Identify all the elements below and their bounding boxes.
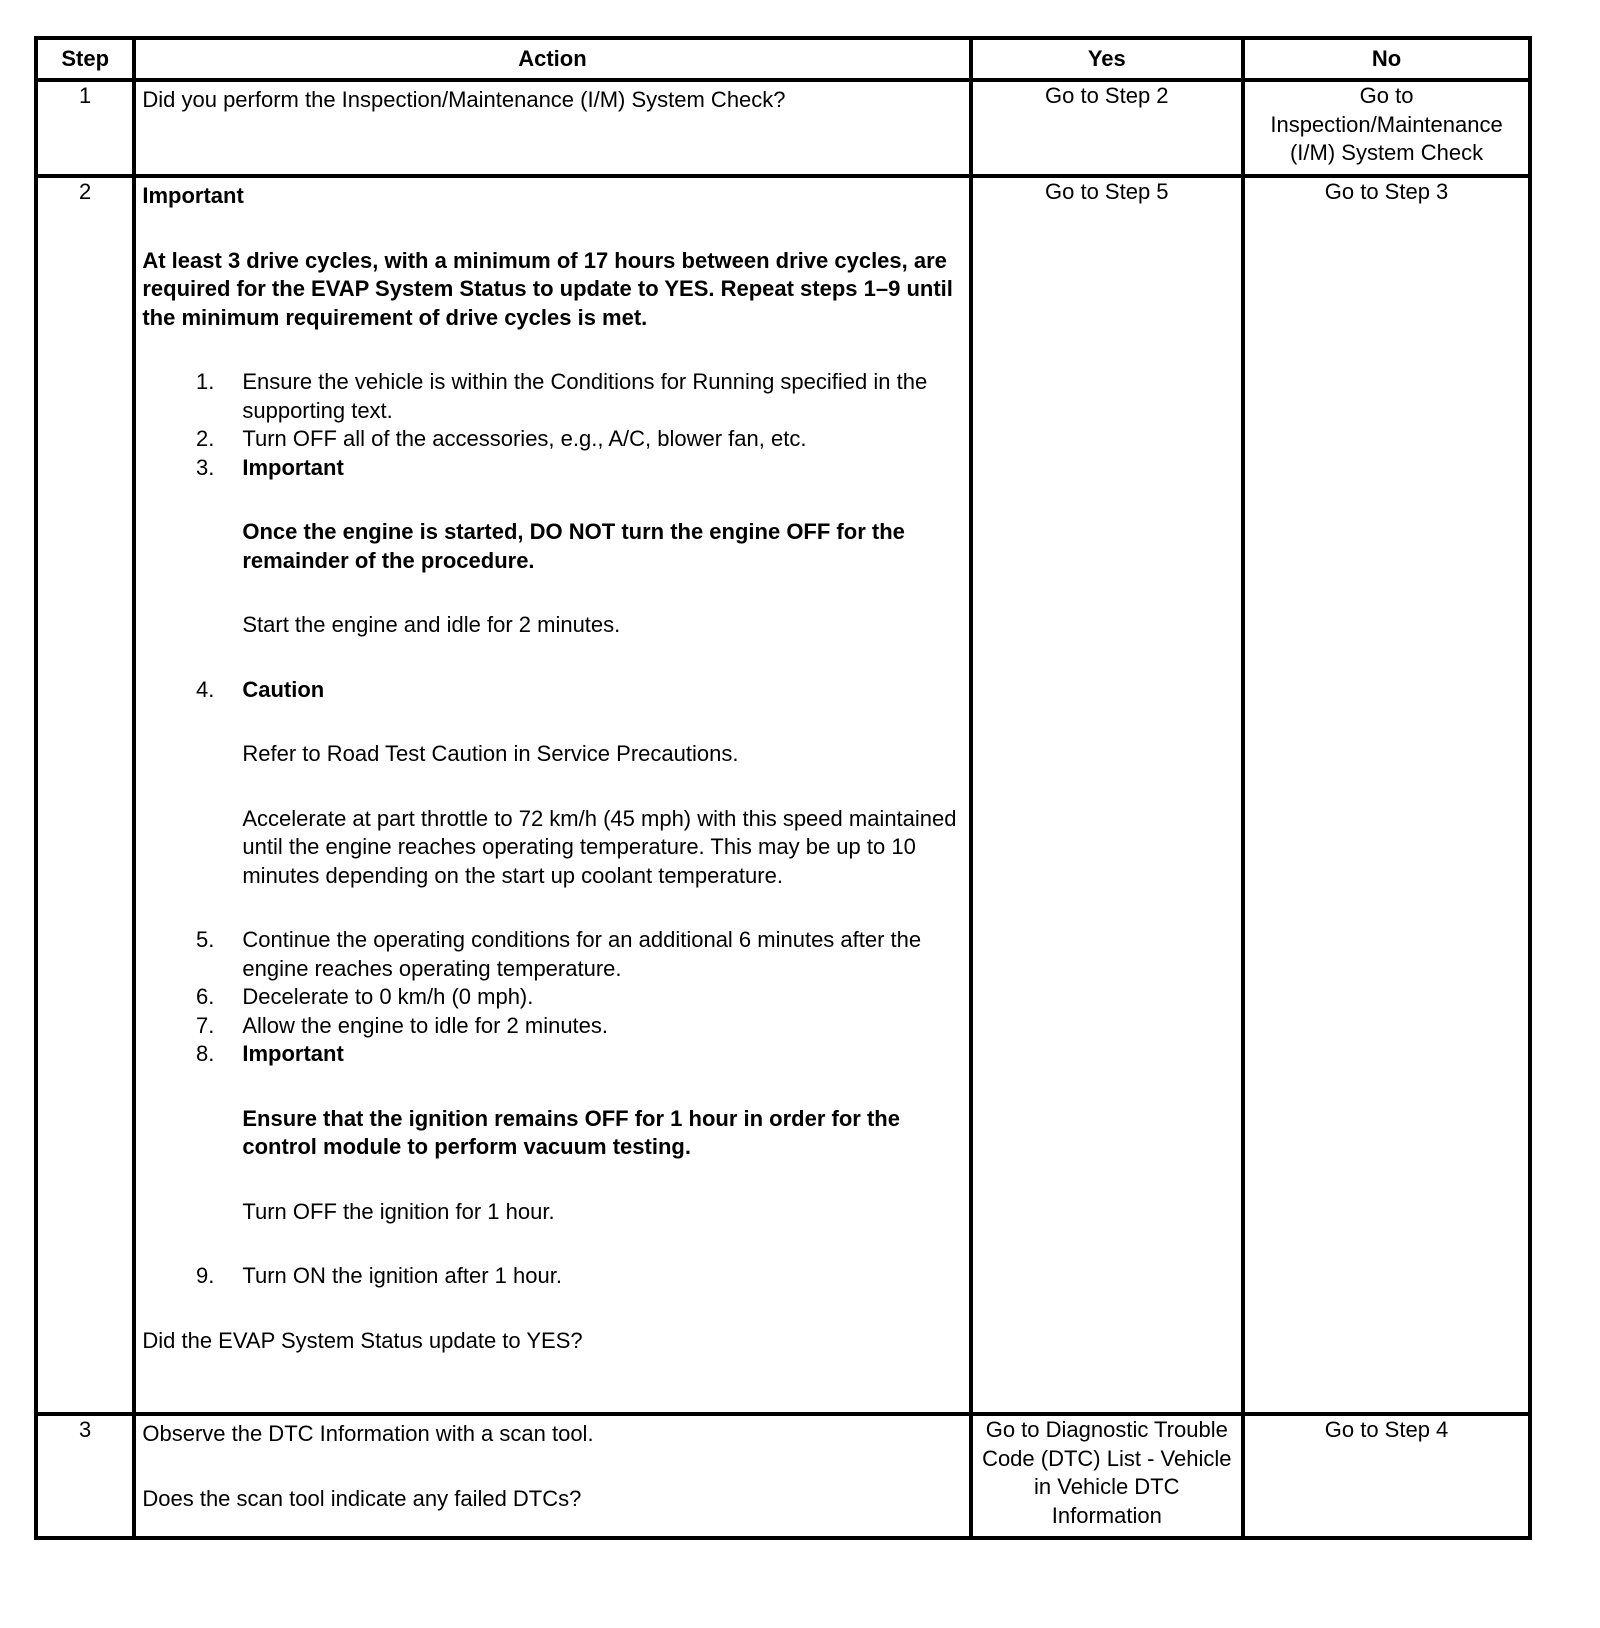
list-text: Start the engine and idle for 2 minutes. <box>242 612 621 637</box>
caution-label: Caution <box>242 676 325 702</box>
list-item <box>142 454 962 676</box>
no-link[interactable]: Go to Inspection/Maintenance (I/M) System Check <box>1270 83 1503 165</box>
instruction-text: Observe the DTC Information with a scan tool. <box>142 1421 594 1446</box>
step-number: 1 <box>36 80 134 176</box>
important-text: At least 3 drive cycles, with a minimum of 17 hours between drive cycles, are required for the EVAP System Status to update to YES. Repeat steps 1–9 until the minimum requirement of drive cycles is met. <box>142 247 953 330</box>
list-number: 1. <box>196 369 215 394</box>
yes-link[interactable]: Go to Step 2 <box>1045 83 1169 108</box>
yes-link[interactable]: Go to Diagnostic Trouble Code (DTC) List - Vehicle in Vehicle DTC Information <box>982 1417 1232 1528</box>
no-cell <box>1243 176 1530 1414</box>
list-number: 4. <box>196 676 215 702</box>
list-number: 8. <box>196 1041 215 1066</box>
yes-link[interactable]: Go to Step 5 <box>1045 179 1169 204</box>
no-cell <box>1243 1414 1530 1538</box>
no-link[interactable]: Go to Step 3 <box>1324 179 1449 204</box>
table-row-step-1 <box>36 80 1530 176</box>
list-number: 2. <box>196 426 215 451</box>
list-item <box>142 926 962 983</box>
step-number: 2 <box>36 176 134 1414</box>
list-text: Allow the engine to idle for 2 minutes. <box>242 1012 609 1038</box>
question-text: Did you perform the Inspection/Maintenance (I/M) System Check? <box>142 87 786 112</box>
list-number: 3. <box>196 454 215 480</box>
header-yes: Yes <box>971 38 1244 80</box>
yes-cell <box>971 80 1244 176</box>
yes-cell <box>971 1414 1244 1538</box>
no-cell <box>1243 80 1530 176</box>
list-number: 5. <box>196 927 215 952</box>
list-text: Turn ON the ignition after 1 hour. <box>242 1263 562 1288</box>
important-label: Important <box>242 454 344 480</box>
list-item <box>142 1262 962 1291</box>
list-number: 6. <box>196 984 215 1009</box>
procedure-list <box>142 368 962 1291</box>
list-text: Ensure the vehicle is within the Conditions for Running specified in the supporting text. <box>242 369 928 423</box>
header-action: Action <box>134 38 970 80</box>
question-text: Does the scan tool indicate any failed DTCs? <box>142 1485 582 1511</box>
caution-note: Refer to Road Test Caution in Service Precautions. <box>242 741 739 766</box>
important-note: Once the engine is started, DO NOT turn the engine OFF for the remainder of the procedure. <box>242 519 905 573</box>
important-label: Important <box>242 1041 344 1066</box>
yes-cell <box>971 176 1244 1414</box>
header-step: Step <box>36 38 134 80</box>
action-cell <box>134 1414 970 1538</box>
list-number: 9. <box>196 1263 215 1288</box>
list-text: Turn OFF all of the accessories, e.g., A/C, blower fan, etc. <box>242 426 807 451</box>
list-text: Decelerate to 0 km/h (0 mph). <box>242 984 534 1009</box>
list-item <box>142 1040 962 1262</box>
list-item <box>142 1012 962 1041</box>
action-cell <box>134 176 970 1414</box>
list-text: Turn OFF the ignition for 1 hour. <box>242 1198 555 1224</box>
list-item <box>142 983 962 1012</box>
list-text: Continue the operating conditions for an additional 6 minutes after the engine reaches operating temperature. <box>242 927 922 981</box>
step-number: 3 <box>36 1414 134 1538</box>
list-item <box>142 676 962 927</box>
no-link[interactable]: Go to Step 4 <box>1324 1417 1449 1442</box>
header-no: No <box>1243 38 1530 80</box>
important-label: Important <box>142 183 244 208</box>
important-note: Ensure that the ignition remains OFF for 1 hour in order for the control module to perform vacuum testing. <box>242 1105 900 1159</box>
diagnostic-table <box>34 36 1532 1540</box>
question-text: Did the EVAP System Status update to YES? <box>142 1327 583 1353</box>
list-text: Accelerate at part throttle to 72 km/h (45 mph) with this speed maintained until the engine reaches operating temperature. This may be up to 10 minutes depending on the start up coolant temperature. <box>242 805 957 888</box>
header-row <box>36 38 1530 80</box>
table-row-step-2 <box>36 176 1530 1414</box>
list-number: 7. <box>196 1012 215 1038</box>
table-row-step-3 <box>36 1414 1530 1538</box>
action-cell <box>134 80 970 176</box>
list-item <box>142 425 962 454</box>
list-item <box>142 368 962 425</box>
